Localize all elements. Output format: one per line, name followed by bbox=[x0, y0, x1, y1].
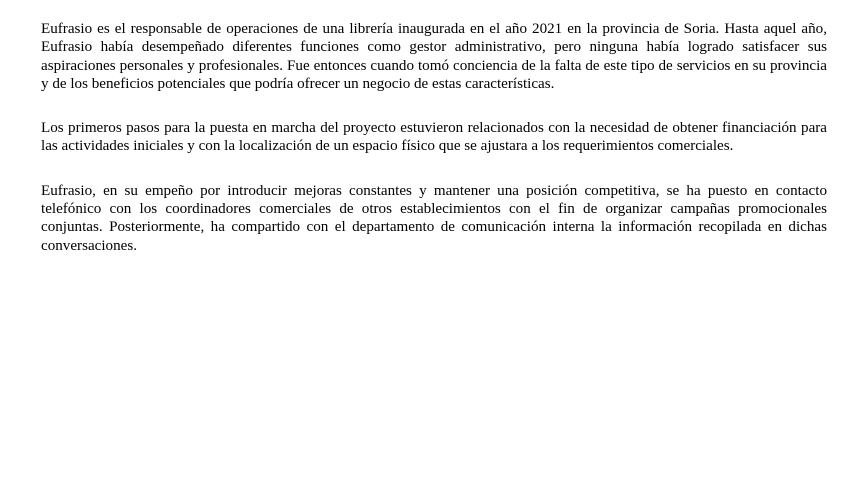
paragraph-2: Los primeros pasos para la puesta en marcha del proyecto estuvieron relacionados con la necesidad de obtener financiación para las actividades iniciales y con la localización de un espacio físico que se ajustara a los requerimientos comerciales. bbox=[41, 120, 827, 155]
paragraph-1: Eufrasio es el responsable de operaciones de una librería inaugurada en el año 2021 en la provincia de Soria. Hasta aquel año, Eufrasio había desempeñado diferentes funciones como gestor administrativo, pero ninguna había logrado satisfacer sus aspiraciones personales y profesionales. Fue entonces cuando tomó conciencia de la falta de este tipo de servicios en su provincia y de los beneficios potenciales que podría ofrecer un negocio de estas características. bbox=[41, 21, 827, 92]
document-body bbox=[41, 20, 827, 281]
paragraph-3: Eufrasio, en su empeño por introducir mejoras constantes y mantener una posición competitiva, se ha puesto en contacto telefónico con los coordinadores comerciales de otros establecimientos con el fin de organizar campañas promocionales conjuntas. Posteriormente, ha compartido con el departamento de comunicación interna la información recopilada en dichas conversaciones. bbox=[41, 182, 827, 254]
